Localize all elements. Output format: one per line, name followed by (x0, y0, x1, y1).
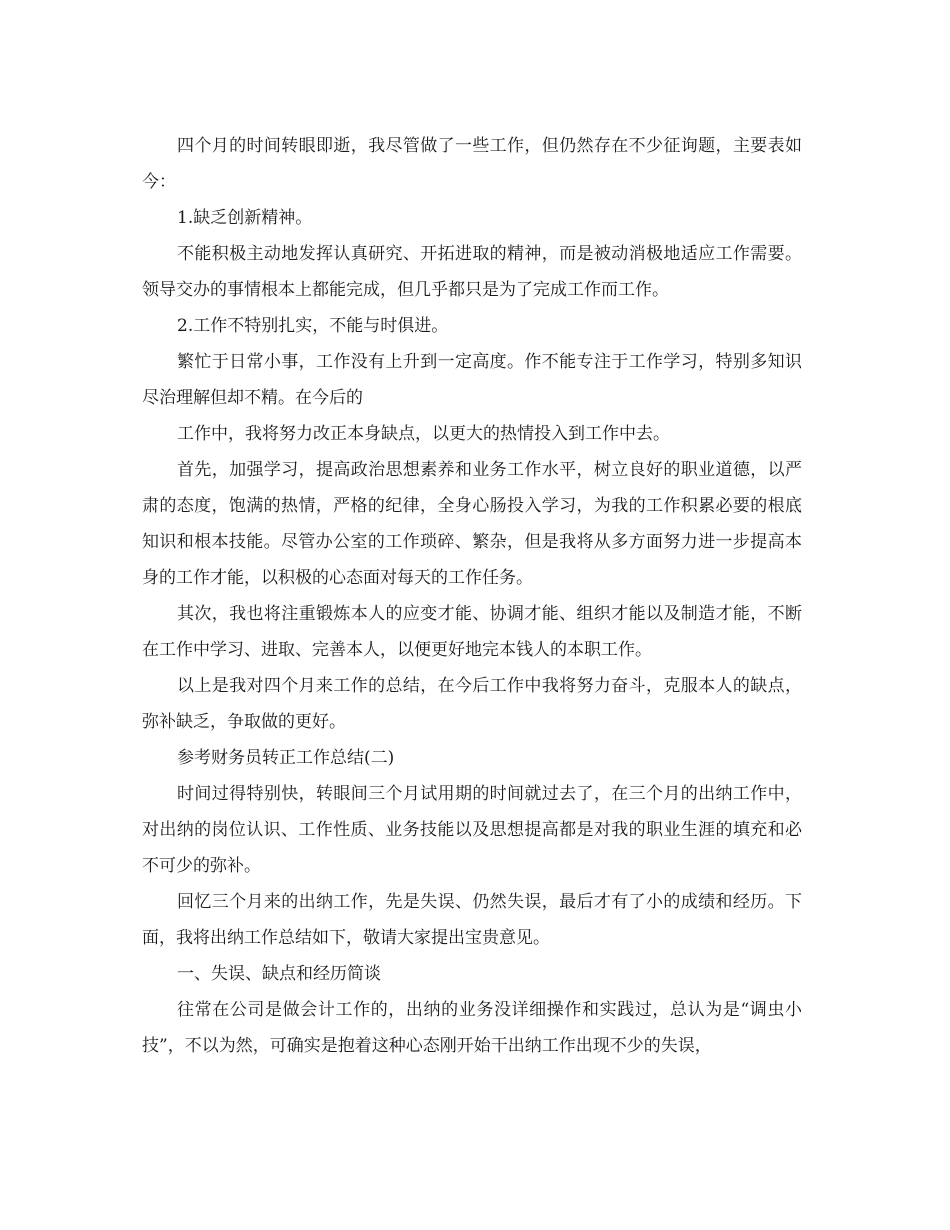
paragraph-past: 往常在公司是做会计工作的，出纳的业务没详细操作和实践过，总认为是“调虫小技”，不以为然，可确实是抱着这种心态刚开始干出纳工作出现不少的失误， (142, 1000, 802, 1056)
paragraph-first: 首先，加强学习，提高政治思想素养和业务工作水平，树立良好的职业道德，以严肃的态度，饱满的热情，严格的纪律，全身心肠投入学习，为我的工作积累必要的根底知识和根本技能。尽管办公室的工作琐碎、繁杂，但是我将从多方面努力进一步提高本身的工作才能，以积极的心态面对每天的工作任务。 (142, 460, 802, 588)
paragraph-conclusion: 以上是我对四个月来工作的总结，在今后工作中我将努力奋斗，克服本人的缺点，弥补缺乏，争取做的更好。 (142, 676, 802, 732)
paragraph-second: 其次，我也将注重锻炼本人的应变才能、协调才能、组织才能以及制造才能，不断在工作中学习、进取、完善本人，以便更好地完本钱人的本职工作。 (142, 604, 802, 660)
paragraph-body-1: 不能积极主动地发挥认真研究、开拓进取的精神，而是被动消极地适应工作需要。领导交办的事情根本上都能完成，但几乎都只是为了完成工作而工作。 (142, 244, 802, 300)
section-title: 参考财务员转正工作总结(二) (177, 748, 395, 768)
document-page (142, 128, 802, 1064)
paragraph-intro: 四个月的时间转眼即逝，我尽管做了一些工作，但仍然存在不少征询题，主要表如今： (142, 136, 802, 192)
paragraph-body-3: 工作中，我将努力改正本身缺点，以更大的热情投入到工作中去。 (177, 424, 670, 444)
paragraph-heading-2: 2.工作不特别扎实，不能与时俱进。 (177, 316, 449, 336)
paragraph-heading-1: 1.缺乏创新精神。 (177, 208, 313, 228)
paragraph-section-intro: 时间过得特别快，转眼间三个月试用期的时间就过去了，在三个月的出纳工作中，对出纳的岗位认识、工作性质、业务技能以及思想提高都是对我的职业生涯的填充和必不可少的弥补。 (142, 784, 802, 876)
paragraph-review: 回忆三个月来的出纳工作，先是失误、仍然失误，最后才有了小的成绩和经历。下面，我将出纳工作总结如下，敬请大家提出宝贵意见。 (142, 892, 802, 948)
paragraph-subheading: 一、失误、缺点和经历简谈 (177, 964, 381, 984)
paragraph-body-2: 繁忙于日常小事，工作没有上升到一定高度。作不能专注于工作学习，特别多知识尽治理解但却不精。在今后的 (142, 352, 802, 408)
